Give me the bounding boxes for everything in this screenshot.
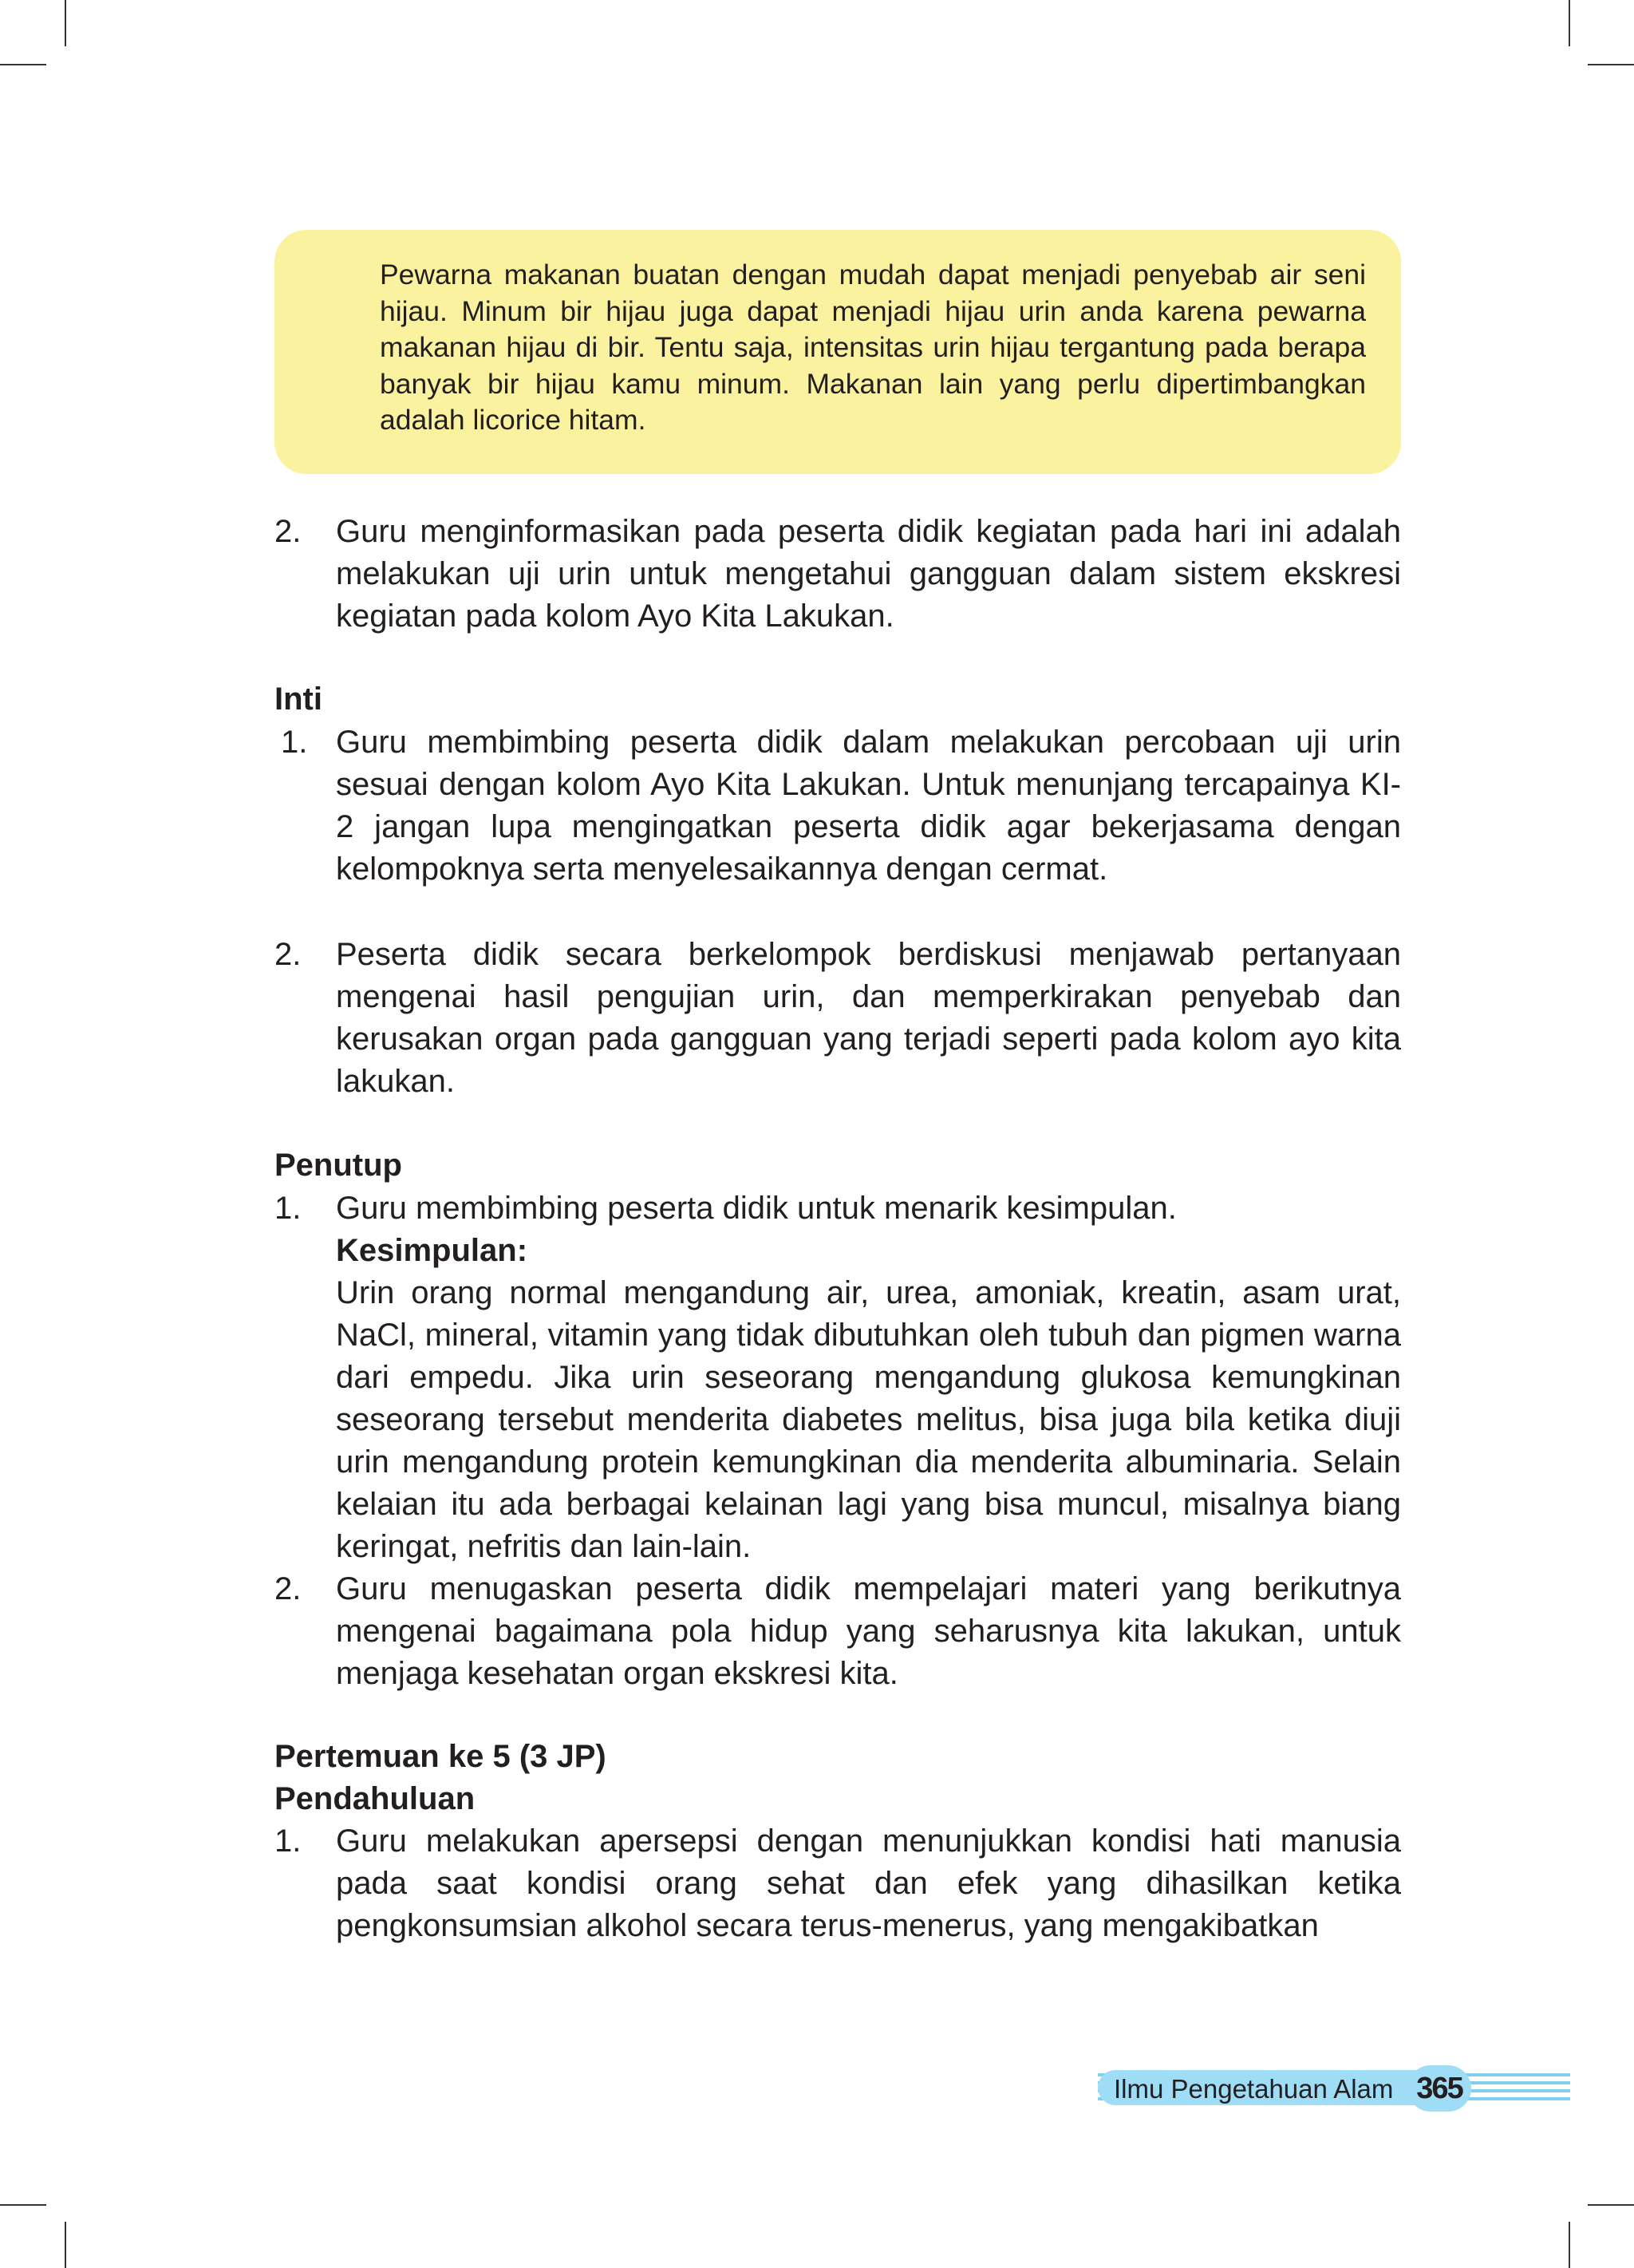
list-item-text: Guru membimbing peserta didik dalam melakukan percobaan uji urin sesuai dengan kolom Ayo Kita Lakukan. Untuk menunjang tercapainya KI-2 jangan lupa mengingatkan peserta didik agar bekerjasama dengan kelompoknya serta menyelesaikannya dengan cermat. — [336, 725, 1401, 887]
list-item-text: Guru melakukan apersepsi dengan menunjukkan kondisi hati manusia pada saat kondisi orang sehat dan efek yang dihasilkan ketika pengkonsumsian alkohol secara terus-menerus, yang mengakibatkan — [336, 1823, 1401, 1943]
conclusion-text: Urin orang normal mengandung air, urea, amoniak, kreatin, asam urat, NaCl, mineral, vitamin yang tidak dibutuhkan oleh tubuh dan pigmen warna dari empedu. Jika urin seseorang mengandung glukosa kemungkinan seseorang tersebut menderita diabetes melitus, bisa juga bila ketika diuji urin mengandung protein kemungkinan dia menderita albuminaria. Selain kelaian itu ada berbagai kelainan lagi yang bisa muncul, misalnya biang keringat, nefritis dan lain-lain. — [336, 1275, 1401, 1564]
crop-mark — [65, 2222, 66, 2268]
crop-mark — [65, 0, 66, 46]
crop-mark — [1569, 2222, 1570, 2268]
page-footer — [1098, 2065, 1570, 2112]
list-number: 2. — [274, 514, 302, 549]
book-title: Ilmu Pengetahuan Alam — [1114, 2074, 1394, 2104]
callout-text: Pewarna makanan buatan dengan mudah dapat menjadi penyebab air seni hijau. Minum bir hijau juga dapat menjadi hijau urin anda karena pewarna makanan hijau di bir. Tentu saja, intensitas urin hijau tergantung pada berapa banyak bir hijau kamu minum. Makanan lain yang perlu dipertimbangkan adalah licorice hitam. — [380, 259, 1366, 436]
crop-mark — [0, 2204, 46, 2206]
crop-mark — [0, 64, 46, 65]
list-item — [274, 934, 1401, 1103]
section-heading-penutup: Penutup — [274, 1148, 402, 1183]
list-item — [274, 1568, 1401, 1695]
list-item — [274, 1820, 1401, 1947]
crop-mark — [1588, 64, 1634, 65]
list-item — [274, 1187, 1401, 1568]
crop-mark — [1569, 0, 1570, 46]
list-number: 1. — [281, 725, 308, 760]
list-number: 1. — [274, 1823, 302, 1859]
list-number: 2. — [274, 937, 302, 972]
crop-mark — [1588, 2204, 1634, 2206]
page-number-badge — [1407, 2065, 1471, 2112]
page-number: 365 — [1416, 2072, 1462, 2105]
list-item-text: Guru menginformasikan pada peserta didik kegiatan pada hari ini adalah melakukan uji urin untuk mengetahui gangguan dalam sistem ekskresi kegiatan pada kolom Ayo Kita Lakukan. — [336, 514, 1401, 634]
list-number: 2. — [274, 1571, 302, 1606]
list-number: 1. — [274, 1191, 302, 1226]
conclusion-heading: Kesimpulan: — [336, 1233, 528, 1268]
section-heading-pertemuan: Pertemuan ke 5 (3 JP) — [274, 1739, 606, 1774]
list-item — [274, 511, 1401, 638]
list-item — [274, 721, 1401, 891]
section-heading-inti: Inti — [274, 682, 322, 717]
list-item-text: Peserta didik secara berkelompok berdiskusi menjawab pertanyaan mengenai hasil pengujian urin, dan memperkirakan penyebab dan kerusakan organ pada gangguan yang terjadi seperti pada kolom ayo kita lakukan. — [336, 937, 1401, 1099]
info-callout-box — [274, 230, 1401, 474]
list-item-text: Guru membimbing peserta didik untuk menarik kesimpulan. — [336, 1191, 1177, 1226]
list-item-text: Guru menugaskan peserta didik mempelajari materi yang berikutnya mengenai bagaimana pola hidup yang seharusnya kita lakukan, untuk menjaga kesehatan organ ekskresi kita. — [336, 1571, 1401, 1691]
section-heading-pendahuluan: Pendahuluan — [274, 1781, 476, 1816]
